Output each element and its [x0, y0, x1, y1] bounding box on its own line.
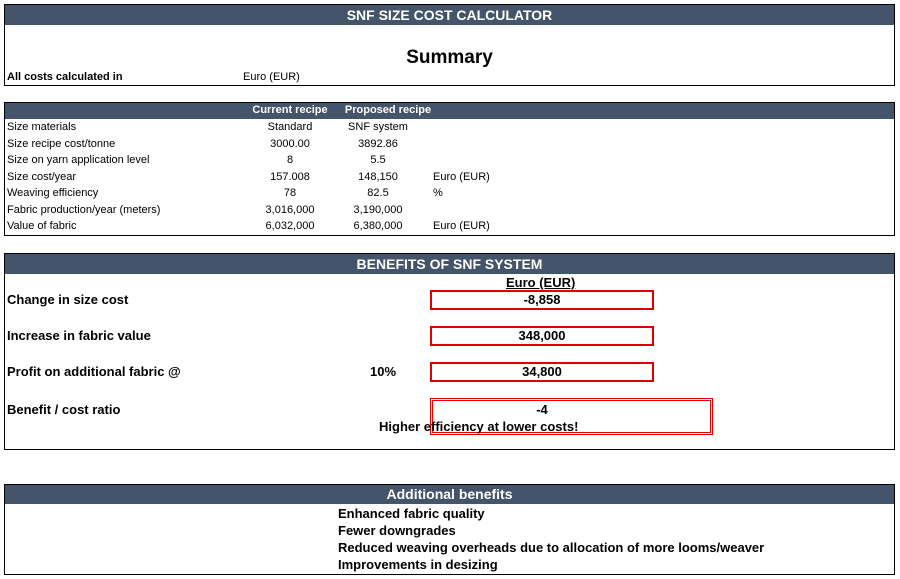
row-current: 157.008	[270, 170, 310, 183]
benefit-note: Higher efficiency at lower costs!	[379, 419, 579, 434]
table-row	[5, 220, 894, 236]
additional-item: Fewer downgrades	[338, 523, 456, 538]
row-proposed: 5.5	[370, 154, 386, 166]
ratio-label: Benefit / cost ratio	[7, 402, 121, 417]
row-unit: Euro (EUR)	[433, 170, 490, 183]
row-label: Size materials	[7, 121, 77, 133]
benefits-section	[4, 253, 895, 450]
increase-value: 348,000	[430, 326, 654, 346]
table-row	[5, 121, 894, 137]
row-current: 6,032,000	[265, 220, 315, 232]
additional-item: Improvements in desizing	[338, 557, 498, 572]
row-label: Size cost/year	[7, 170, 77, 183]
summary-heading: Summary	[406, 47, 493, 68]
row-label: Size recipe cost/tonne	[7, 137, 116, 150]
profit-percent: 10%	[370, 364, 397, 379]
row-label: Weaving efficiency	[7, 187, 99, 199]
row-proposed: 6,380,000	[353, 220, 403, 232]
currency-value: Euro (EUR)	[243, 71, 300, 83]
row-current: 78	[283, 187, 297, 199]
profit-label: Profit on additional fabric @	[7, 364, 181, 379]
table-row	[5, 187, 894, 203]
benefits-title-bar	[5, 254, 894, 274]
table-row	[5, 171, 894, 187]
row-current: 8	[286, 154, 294, 166]
additional-title-bar	[5, 485, 894, 504]
recipe-table	[4, 102, 895, 236]
header-current: Current recipe	[252, 104, 328, 116]
row-current: 3,016,000	[265, 203, 315, 216]
additional-section	[4, 484, 895, 575]
row-label: Size on yarn application level	[7, 154, 150, 166]
currency-label: All costs calculated in	[7, 71, 123, 83]
row-label: Value of fabric	[7, 220, 77, 232]
row-label: Fabric production/year (meters)	[7, 203, 161, 216]
row-current: Standard	[267, 121, 313, 133]
row-unit: %	[433, 187, 443, 199]
row-proposed: 148,150	[358, 170, 398, 183]
additional-item: Enhanced fabric quality	[338, 506, 485, 521]
additional-title: Additional benefits	[386, 486, 513, 502]
table-row	[5, 204, 894, 220]
recipe-table-header	[5, 103, 894, 119]
calculator-title-bar	[5, 5, 894, 25]
calculator-title: SNF SIZE COST CALCULATOR	[346, 7, 553, 23]
change-label: Change in size cost	[7, 292, 129, 307]
table-row	[5, 138, 894, 154]
row-current: 3000.00	[270, 137, 310, 150]
additional-item: Reduced weaving overheads due to allocation of more looms/weaver	[338, 540, 765, 555]
row-proposed: 82.5	[367, 187, 389, 199]
profit-value: 34,800	[430, 362, 654, 382]
row-proposed: 3892.86	[358, 137, 398, 150]
header-proposed: Proposed recipe	[344, 104, 432, 116]
title-section	[4, 4, 895, 86]
benefits-title: BENEFITS OF SNF SYSTEM	[356, 256, 543, 272]
row-proposed: SNF system	[348, 121, 408, 133]
change-value: -8,858	[430, 290, 654, 310]
ratio-value: -4	[536, 402, 548, 417]
row-proposed: 3,190,000	[353, 203, 403, 216]
table-row	[5, 154, 894, 170]
benefits-currency-header: Euro (EUR)	[506, 275, 576, 290]
increase-label: Increase in fabric value	[7, 328, 151, 343]
row-unit: Euro (EUR)	[433, 220, 490, 232]
